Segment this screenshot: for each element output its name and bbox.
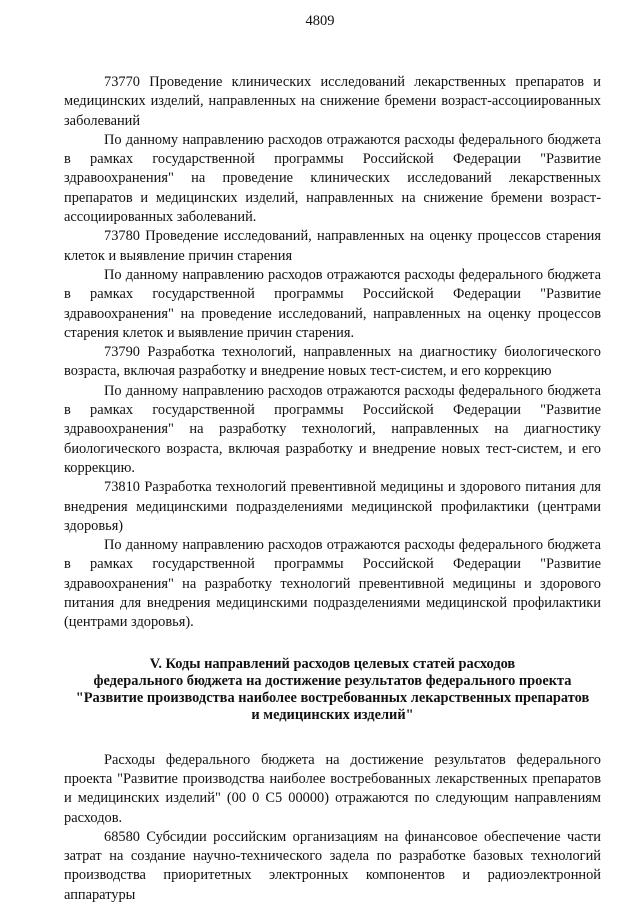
paragraph-73810-title: 73810 Разработка технологий превентивной медицины и здорового питания для внедрения медицинскими подразделениями медицинской профилактики (центрами здоровья)	[64, 479, 601, 534]
section-heading	[64, 656, 601, 724]
paragraph-73790-description: По данному направлению расходов отражаются расходы федерального бюджета в рамках государственной программы Российской Федерации "Развитие здравоохранения" на разработку технологий, направленных на диагностику биологического возраста, включая разработку и внедрение новых тест-систем, и его коррекцию.	[64, 382, 601, 476]
paragraph-73780-title: 73780 Проведение исследований, направленных на оценку процессов старения клеток и выявление причин старения	[64, 228, 601, 264]
section-heading-line: V. Коды направлений расходов целевых статей расходов	[149, 655, 516, 672]
section-heading-line: и медицинских изделий"	[251, 706, 414, 723]
document-body	[64, 73, 601, 905]
paragraph-73810-description: По данному направлению расходов отражаются расходы федерального бюджета в рамках государственной программы Российской Федерации "Развитие здравоохранения" на разработку технологий превентивной медицины и здорового питания для внедрения медицинскими подразделениями медицинской профилактики (центрами здоровья).	[64, 537, 601, 631]
paragraph-68580-title: 68580 Субсидии российским организациям на финансовое обеспечение части затрат на создание научно-технического задела по разработке базовых технологий производства приоритетных электронных компонентов и радиоэлектронной аппаратуры	[64, 828, 601, 903]
paragraph-73780-description: По данному направлению расходов отражаются расходы федерального бюджета в рамках государственной программы Российской Федерации "Развитие здравоохранения" на проведение исследований, направленных на оценку процессов старения клеток и выявление причин старения.	[64, 266, 601, 341]
paragraph-73770-title: 73770 Проведение клинических исследований лекарственных препаратов и медицинских изделий, направленных на снижение бремени возраст-ассоциированных заболеваний	[64, 74, 601, 129]
section-heading-line: федерального бюджета на достижение результатов федерального проекта	[93, 672, 572, 689]
section-heading-line: "Развитие производства наиболее востребованных лекарственных препаратов	[75, 689, 590, 706]
page-number: 4809	[305, 13, 335, 29]
paragraph-73770-description: По данному направлению расходов отражаются расходы федерального бюджета в рамках государственной программы Российской Федерации "Развитие здравоохранения" на проведение клинических исследований лекарственных препаратов и медицинских изделий, направленных на снижение бремени возраст-ассоциированных заболеваний.	[64, 131, 601, 226]
paragraph-section-intro: Расходы федерального бюджета на достижение результатов федерального проекта "Развитие производства наиболее востребованных лекарственных препаратов и медицинских изделий" (00 0 С5 00000) отражаются по следующим направлениям расходов.	[64, 751, 601, 826]
paragraph-73790-title: 73790 Разработка технологий, направленных на диагностику биологического возраста, включая разработку и внедрение новых тест-систем, и его коррекцию	[64, 344, 601, 380]
